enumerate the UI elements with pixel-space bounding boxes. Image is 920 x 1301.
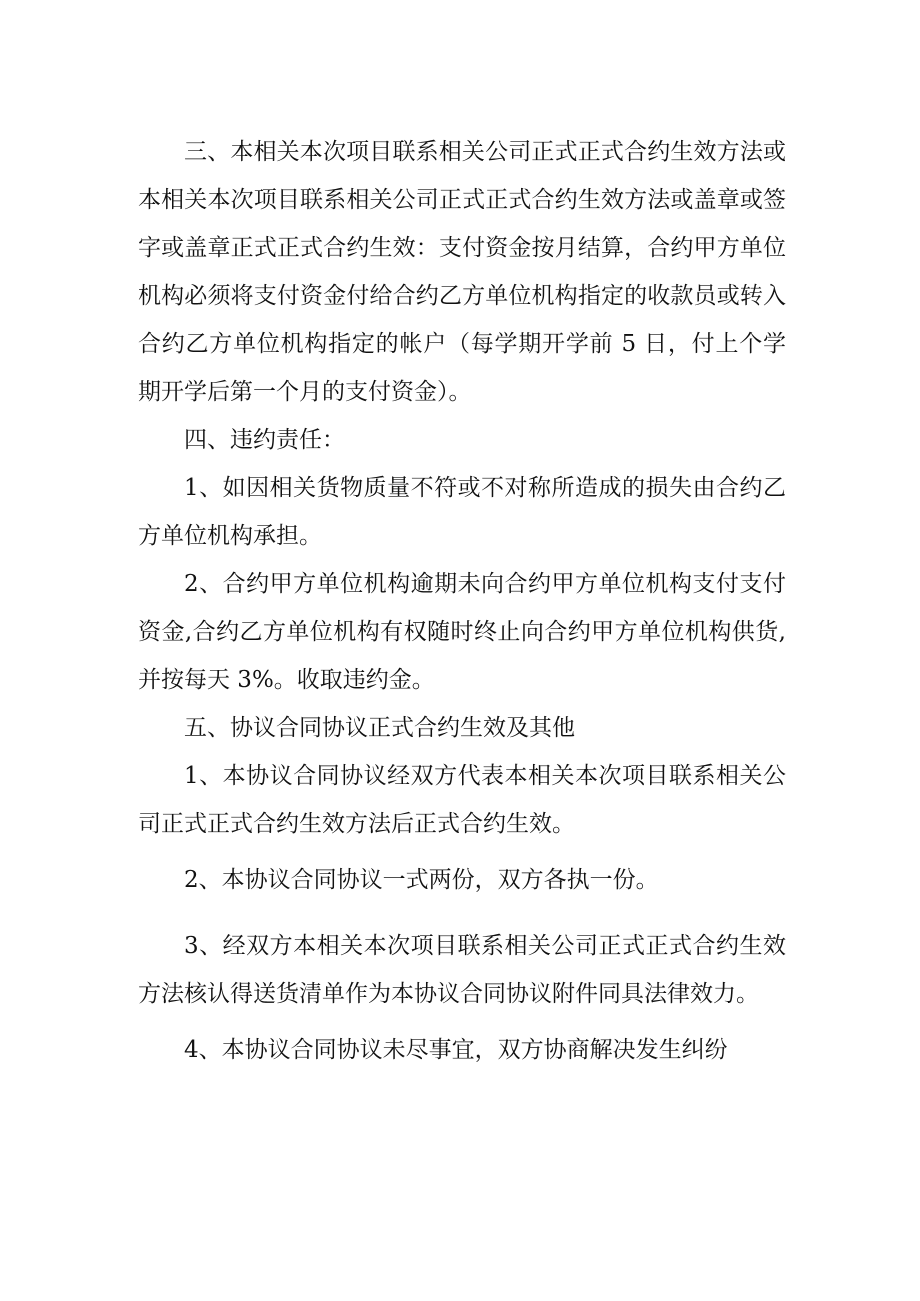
paragraph-payment-terms: 三、本相关本次项目联系相关公司正式正式合约生效方法或本相关本次项目联系相关公司正式正式合约生效方法或盖章或签字或盖章正式正式合约生效：支付资金按月结算，合约甲方单位机构必须将支付资金付给合约乙方单位机构指定的收款员或转入合约乙方单位机构指定的帐户（每学期开学前 5 日，付上个学期开学后第一个月的支付资金）。 (138, 139, 786, 405)
heading-breach-liability: 四、违约责任： (184, 427, 345, 453)
paragraph-other-item-1: 1、本协议合同协议经双方代表本相关本次项目联系相关公司正式正式合约生效方法后正式合约生效。 (138, 763, 786, 837)
document-body (138, 128, 786, 1074)
paragraph-breach-item-2: 2、合约甲方单位机构逾期未向合约甲方单位机构支付支付资金,合约乙方单位机构有权随时终止向合约甲方单位机构供货,并按每天 3%。收取违约金。 (138, 571, 786, 693)
paragraph-other-item-3: 3、经双方本相关本次项目联系相关公司正式正式合约生效方法核认得送货清单作为本协议合同协议附件同具法律效力。 (138, 933, 786, 1007)
heading-effectiveness-and-other: 五、协议合同协议正式合约生效及其他 (184, 715, 575, 741)
paragraph-other-item-2: 2、本协议合同协议一式两份，双方各执一份。 (184, 867, 659, 893)
paragraph-breach-item-1: 1、如因相关货物质量不符或不对称所造成的损失由合约乙方单位机构承担。 (138, 475, 786, 549)
paragraph-other-item-4: 4、本协议合同协议未尽事宜，双方协商解决发生纠纷 (184, 1037, 728, 1063)
